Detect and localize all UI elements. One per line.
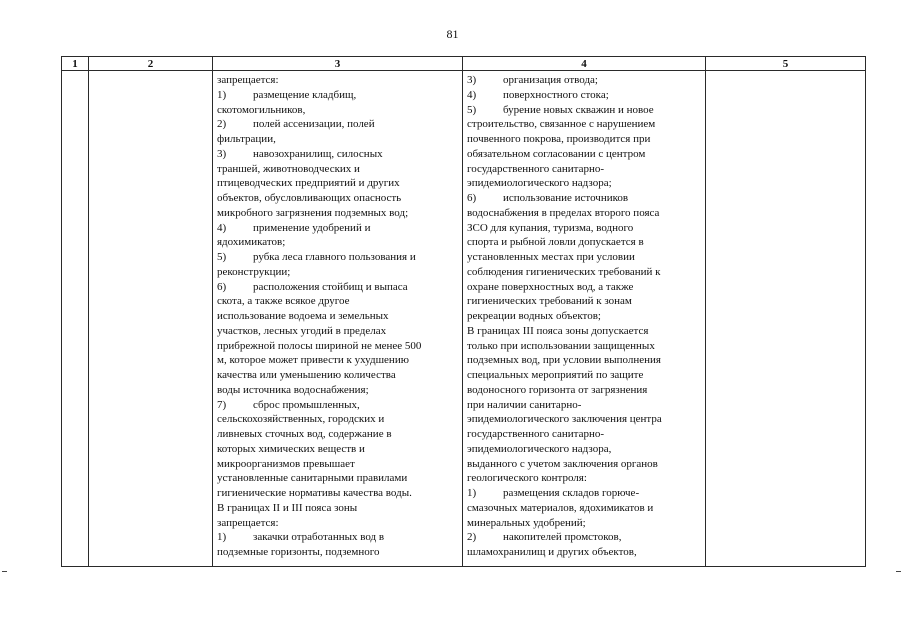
line-text: эпидемиологического надзора,: [467, 442, 612, 455]
table-cell-col2: [89, 71, 213, 567]
cell-text: [89, 71, 212, 566]
text-line: [467, 516, 702, 531]
text-line: [467, 383, 702, 398]
line-text: запрещается:: [217, 74, 279, 86]
text-line: [467, 191, 702, 206]
text-line: [217, 530, 459, 545]
text-line: [217, 442, 459, 457]
table-cell-col4: [463, 71, 706, 567]
line-text: навозохранилищ, силосных: [253, 147, 383, 160]
line-text: эпидемиологического заключения центра: [467, 413, 662, 426]
text-line: [217, 412, 459, 427]
text-line: [217, 339, 459, 354]
text-line: [467, 412, 702, 427]
line-text: закачки отработанных вод в: [253, 531, 385, 544]
text-line: [467, 309, 702, 324]
text-line: [217, 545, 459, 560]
column-header-1: 1: [62, 57, 89, 71]
page-number: 81: [446, 27, 459, 41]
line-text: ливневых сточных вод, содержание в: [217, 428, 392, 440]
line-text: соблюдения гигиенических требований к: [467, 265, 661, 278]
line-text: сброс промышленных,: [253, 398, 360, 411]
line-text: выданного с учетом заключения органов: [467, 457, 658, 470]
item-number: 4): [467, 88, 477, 101]
text-line: [467, 457, 702, 472]
text-line: [467, 339, 702, 354]
text-line: [467, 471, 702, 486]
item-number: 6): [467, 192, 477, 204]
text-line: [217, 368, 459, 383]
column-header-3: 3: [213, 57, 463, 71]
line-text: минеральных удобрений;: [467, 516, 586, 529]
line-text: траншей, животноводческих и: [217, 162, 360, 175]
line-text: специальных мероприятий по защите: [467, 369, 644, 381]
header-row: [62, 57, 866, 71]
text-line: [217, 516, 459, 531]
line-text: прибрежной полосы шириной не менее 500: [217, 339, 422, 352]
text-line: [217, 132, 459, 147]
line-text: при наличии санитарно-: [467, 398, 582, 411]
line-text: смазочных материалов, ядохимикатов и: [467, 501, 654, 514]
text-line: [217, 147, 459, 162]
line-text: государственного санитарно-: [467, 428, 605, 440]
table-cell-col1: [62, 71, 89, 567]
text-line: [217, 324, 459, 339]
line-text: ЗСО для купания, туризма, водного: [467, 221, 634, 234]
line-text: гигиенические нормативы качества воды.: [217, 487, 412, 499]
text-line: [467, 545, 702, 560]
line-text: государственного санитарно-: [467, 162, 605, 175]
text-line: [217, 73, 459, 88]
line-text: полей ассенизации, полей: [253, 118, 375, 131]
text-line: [217, 486, 459, 501]
line-text: размещения складов горюче-: [503, 487, 640, 499]
line-text: гигиенических требований к зонам: [467, 295, 632, 308]
line-text: поверхностного стока;: [503, 88, 609, 101]
text-line: [467, 103, 702, 118]
text-line: [217, 280, 459, 295]
text-line: [467, 176, 702, 191]
line-text: геологического контроля:: [467, 472, 587, 485]
line-text: применение удобрений и: [253, 221, 371, 234]
line-text: строительство, связанное с нарушением: [467, 118, 656, 131]
column-header-4: 4: [463, 57, 706, 71]
line-text: водоснабжения в пределах второго пояса: [467, 206, 660, 219]
regulation-table: [61, 56, 866, 567]
text-line: [217, 353, 459, 368]
line-text: бурение новых скважин и новое: [503, 103, 654, 116]
column-header-5: 5: [706, 57, 866, 71]
text-line: [217, 501, 459, 516]
line-text: водоносного горизонта от загрязнения: [467, 383, 648, 396]
line-text: В границах II и III пояса зоны: [217, 501, 358, 514]
line-text: шламохранилищ и других объектов,: [467, 546, 637, 558]
text-line: [467, 117, 702, 132]
item-number: 7): [217, 398, 227, 411]
text-line: [217, 117, 459, 132]
line-text: скота, а также всякое другое: [217, 295, 350, 308]
item-number: 5): [467, 103, 477, 116]
text-line: [217, 88, 459, 103]
line-text: почвенного покрова, производится при: [467, 133, 651, 145]
text-line: [217, 309, 459, 324]
line-text: использование водоема и земельных: [217, 310, 389, 322]
text-line: [217, 206, 459, 221]
right-edge-mark: [896, 571, 901, 572]
item-number: 1): [217, 88, 227, 101]
table-cell-col5: [706, 71, 866, 567]
text-line: [217, 103, 459, 118]
text-line: [467, 221, 702, 236]
text-line: [467, 73, 702, 88]
item-number: 3): [467, 74, 477, 86]
item-number: 2): [467, 531, 477, 544]
item-number: 4): [217, 221, 227, 234]
item-number: 3): [217, 147, 227, 160]
line-text: В границах III пояса зоны допускается: [467, 324, 649, 337]
line-text: размещение кладбищ,: [253, 88, 357, 101]
text-line: [217, 176, 459, 191]
line-text: рекреации водных объектов;: [467, 310, 601, 322]
text-line: [217, 398, 459, 413]
item-number: 6): [217, 280, 227, 293]
line-text: микробного загрязнения подземных вод;: [217, 206, 409, 219]
text-line: [217, 162, 459, 177]
text-line: [217, 265, 459, 280]
text-line: [467, 265, 702, 280]
line-text: спорта и рыбной ловли допускается в: [467, 236, 644, 249]
text-line: [467, 294, 702, 309]
text-line: [217, 427, 459, 442]
line-text: запрещается:: [217, 516, 279, 529]
line-text: м, которое может привести к ухудшению: [217, 354, 409, 367]
text-line: [217, 457, 459, 472]
line-text: качества или уменьшению количества: [217, 369, 396, 381]
line-text: накопителей промстоков,: [503, 531, 622, 544]
item-number: 1): [217, 531, 227, 544]
line-text: установленные санитарными правилами: [217, 472, 408, 485]
text-line: [217, 221, 459, 236]
line-text: охране поверхностных вод, а также: [467, 280, 634, 293]
line-text: ядохимикатов;: [217, 236, 286, 249]
line-text: эпидемиологического надзора;: [467, 177, 612, 190]
line-text: расположения стойбищ и выпаса: [253, 280, 408, 293]
line-text: обязательном согласовании с центром: [467, 147, 646, 160]
column-header-2: 2: [89, 57, 213, 71]
line-text: реконструкции;: [217, 265, 291, 278]
line-text: которых химических веществ и: [217, 442, 365, 455]
text-line: [467, 206, 702, 221]
text-line: [467, 427, 702, 442]
line-text: подземные горизонты, подземного: [217, 546, 380, 558]
table-cell-col3: [213, 71, 463, 567]
text-line: [467, 132, 702, 147]
line-text: установленных местах при условии: [467, 251, 635, 263]
line-text: птицеводческих предприятий и других: [217, 177, 400, 190]
text-line: [467, 147, 702, 162]
line-text: организация отвода;: [503, 74, 598, 86]
line-text: скотомогильников,: [217, 103, 306, 116]
text-line: [467, 501, 702, 516]
text-line: [467, 486, 702, 501]
cell-text: [213, 71, 462, 566]
left-edge-mark: [2, 571, 7, 572]
line-text: воды источника водоснабжения;: [217, 383, 369, 396]
text-line: [217, 235, 459, 250]
text-line: [217, 250, 459, 265]
text-line: [467, 280, 702, 295]
text-line: [467, 368, 702, 383]
line-text: рубка леса главного пользования и: [253, 251, 416, 263]
text-line: [467, 530, 702, 545]
text-line: [467, 235, 702, 250]
cell-text: [706, 71, 865, 566]
text-line: [467, 353, 702, 368]
text-line: [467, 324, 702, 339]
line-text: использование источников: [503, 192, 629, 204]
item-number: 5): [217, 251, 227, 263]
text-line: [217, 471, 459, 486]
line-text: подземных вод, при условии выполнения: [467, 354, 661, 367]
line-text: только при использовании защищенных: [467, 339, 655, 352]
item-number: 2): [217, 118, 227, 131]
text-line: [217, 383, 459, 398]
table-row: [62, 71, 866, 567]
text-line: [467, 398, 702, 413]
cell-text: [463, 71, 705, 566]
text-line: [467, 442, 702, 457]
cell-text: [62, 71, 88, 566]
line-text: микроорганизмов превышает: [217, 457, 355, 470]
text-line: [467, 88, 702, 103]
text-line: [217, 191, 459, 206]
line-text: объектов, обусловливающих опасность: [217, 192, 402, 204]
item-number: 1): [467, 487, 477, 499]
line-text: фильтрации,: [217, 133, 276, 145]
text-line: [217, 294, 459, 309]
line-text: участков, лесных угодий в пределах: [217, 324, 387, 337]
text-line: [467, 162, 702, 177]
line-text: сельскохозяйственных, городских и: [217, 413, 385, 426]
text-line: [467, 250, 702, 265]
